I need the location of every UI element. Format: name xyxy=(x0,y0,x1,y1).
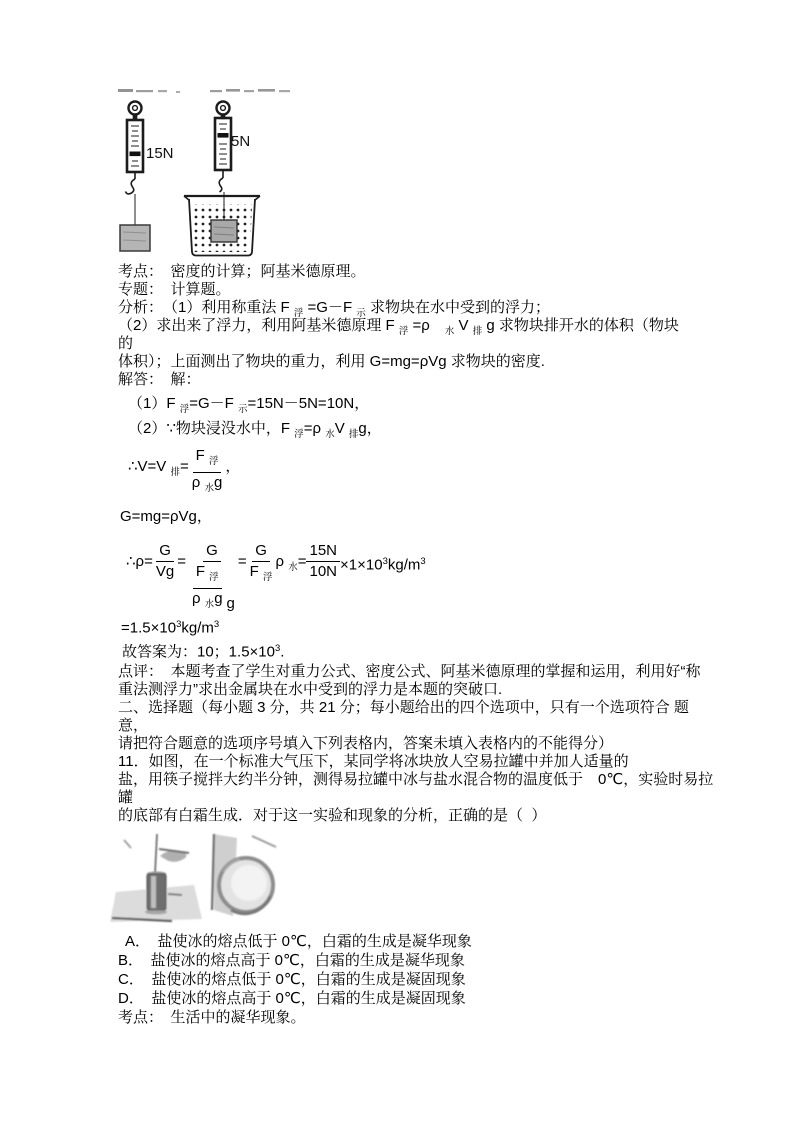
option-c: C． 盐使冰的熔点低于 0℃，白霜的生成是凝固现象 xyxy=(118,971,466,988)
photo-can-stirring-icon xyxy=(110,834,202,922)
section2-header-line-2: 意， xyxy=(118,717,149,734)
solution-fenxi-line-4: 体积）；上面测出了物块的重力，利用 G=mg=ρVg 求物块的密度. xyxy=(118,353,545,370)
equation-density xyxy=(126,534,426,614)
question11-photos xyxy=(110,828,310,933)
fraction: $\frac{G}{Vg}$ xyxy=(155,542,175,580)
equals-sign: = xyxy=(237,553,247,570)
equation-density-mid: ρ $_水$= xyxy=(275,553,307,573)
solution-step2-line: （2）∵物块浸没水中，F $_浮$=ρ $_水$V $_排$g， xyxy=(128,420,382,440)
solution-dianping-line-2: 重法测浮力”求出金属块在水中受到的浮力是本题的突破口. xyxy=(118,681,503,698)
question11-kaodian-line: 考点： 生活中的凝华现象。 xyxy=(118,1009,306,1026)
equation-volume xyxy=(128,444,240,498)
equation-volume-lhs: ∴V=V $_排$= xyxy=(128,458,189,478)
fraction: $\frac{15N}{10N}$ xyxy=(306,542,340,581)
equation-density-tail: $\times 1\times 10^3kg/m^3$ xyxy=(340,556,426,574)
cutoff-text-strip xyxy=(118,89,290,93)
section2-header-line-3: 请把符合题意的选项序号填入下列表格内，答案未填入表格内的不能得分） xyxy=(118,735,614,752)
equals-sign: = xyxy=(177,553,186,570)
nested-fraction: G $\frac{F _浮}{\rho _水g}$ g xyxy=(186,542,238,614)
buoyancy-figure xyxy=(110,82,310,262)
solution-jieda-line: 解答： 解： xyxy=(118,371,201,388)
fraction: $\frac{G}{F _浮}$ xyxy=(249,542,273,583)
spring-scale-air-icon xyxy=(120,102,150,252)
option-b: B． 盐使冰的熔点高于 0℃，白霜的生成是凝华现象 xyxy=(118,952,465,969)
question11-line-3: 罐 xyxy=(118,789,134,806)
spring-scale-water-icon xyxy=(215,102,231,221)
solution-dianping-line-1: 点评： 本题考查了学生对重力公式、密度公式、阿基米德原理的掌握和运用，利用好“称 xyxy=(118,663,701,680)
solution-answer-line: 故答案为：10；$1.5\times 10^3$. xyxy=(122,643,285,661)
beaker-icon xyxy=(184,196,260,256)
equation-volume-tail: ， xyxy=(225,458,241,475)
solution-fenxi-line-2: （2）求出来了浮力，利用阿基米德原理 F $_浮$ =ρ $_水$ V $_排$ g 求物块排开水的体积（物块 xyxy=(118,317,679,337)
photo-can-bottom-frost-icon xyxy=(212,834,276,916)
fraction: $\frac{F _浮}{\rho _水g}$ xyxy=(191,563,223,610)
question11-line-1: 11．如图，在一个标准大气压下，某同学将冰块放人空易拉罐中并加人适量的 xyxy=(118,753,629,770)
scale-air-reading: 15N xyxy=(146,145,174,162)
scale-water-reading: 5N xyxy=(231,133,251,150)
solution-result-line: $=1.5\times 10^3kg/m^3$ xyxy=(121,619,220,637)
option-a: A． 盐使冰的熔点低于 0℃，白霜的生成是凝华现象 xyxy=(125,933,472,950)
solution-fenxi-line-3: 的 xyxy=(118,335,134,352)
question11-line-2: 盐，用筷子搅拌大约半分钟，测得易拉罐中冰与盐水混合物的温度低于 0℃，实验时易拉 xyxy=(118,771,714,788)
solution-gravity-line: G=mg=ρVg， xyxy=(120,508,212,525)
solution-zhuanti-line: 专题： 计算题。 xyxy=(118,281,231,298)
equation-density-lhs: ∴ρ= xyxy=(126,553,153,570)
question11-line-4: 的底部有白霜生成．对于这一实验和现象的分析，正确的是（ ） xyxy=(118,807,547,824)
solution-fenxi-line-1: 分析： （1）利用称重法 F $_浮$ =G－F $_示$ 求物块在水中受到的浮力； xyxy=(118,299,550,319)
section2-header-line-1: 二、选择题（每小题 3 分，共 21 分；每小题给出的四个选项中，只有一个选项符合 题 xyxy=(118,699,689,716)
solution-kaodian-line: 考点： 密度的计算；阿基米德原理。 xyxy=(118,263,366,280)
solution-step1-line: （1）F $_浮$=G－F $_示$=15N－5N=10N， xyxy=(128,395,370,415)
fraction: $\frac{F _浮}{\rho _水g}$ xyxy=(191,447,223,494)
option-d: D． 盐使冰的熔点高于 0℃，白霜的生成是凝固现象 xyxy=(118,990,466,1007)
